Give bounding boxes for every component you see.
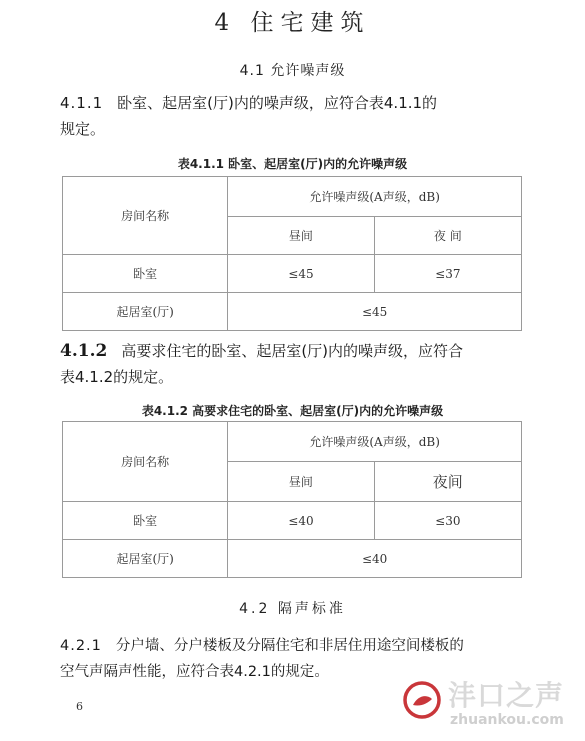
clause-number: 4.1.1 (60, 94, 104, 112)
header-daytime: 昼间 (228, 217, 374, 255)
table-cell-merged-value: ≤40 (228, 540, 522, 578)
table-caption-4-1-1: 表4.1.1 卧室、起居室(厅)内的允许噪声级 (177, 157, 408, 171)
clause-number: 4.1.2 (60, 341, 108, 361)
header-allowed-level: 允许噪声级(A声级，dB) (228, 177, 522, 217)
section-title-4-1: 4.1 允许噪声级 (239, 63, 346, 79)
header-room-name: 房间名称 (63, 177, 228, 255)
page-number: 6 (76, 700, 83, 713)
header-nighttime: 夜间 (374, 462, 521, 502)
clause-number: 4.2.1 (60, 638, 102, 654)
watermark (398, 670, 583, 738)
header-allowed-level: 允许噪声级(A声级，dB) (228, 422, 522, 462)
noise-table-4-1-1 (62, 176, 522, 331)
clause-text-line2: 空气声隔声性能，应符合表4.2.1的规定。 (60, 664, 329, 680)
header-nighttime: 夜 间 (374, 217, 521, 255)
watermark-logo-icon (402, 680, 442, 720)
table-cell-night-value: ≤30 (374, 502, 521, 540)
chapter-title: 4 住宅建筑 (214, 10, 371, 36)
header-room-name: 房间名称 (63, 422, 228, 502)
noise-table-4-1-2 (62, 421, 522, 578)
clause-text-line2: 表4.1.2的规定。 (60, 368, 174, 386)
clause-text-line1: 高要求住宅的卧室、起居室(厅)内的噪声级，应符合 (121, 342, 464, 360)
clause-text-line1: 卧室、起居室(厅)内的噪声级，应符合表4.1.1的 (117, 94, 438, 112)
table-caption-4-1-2: 表4.1.2 高要求住宅的卧室、起居室(厅)内的允许噪声级 (141, 404, 444, 418)
section-title-4-2: 4.2 隔声标准 (239, 601, 346, 617)
watermark-url: zhuankou.com (450, 712, 564, 728)
clause-4-1-1 (60, 90, 550, 142)
clause-text-line2: 规定。 (60, 120, 106, 138)
clause-text-line1: 分户墙、分户楼板及分隔住宅和非居住用途空间楼板的 (115, 638, 464, 654)
table-cell-room: 卧室 (63, 255, 228, 293)
table-cell-day-value: ≤40 (228, 502, 374, 540)
table-cell-room: 起居室(厅) (63, 293, 228, 331)
clause-4-1-2 (60, 338, 550, 390)
table-cell-night-value: ≤37 (374, 255, 521, 293)
header-daytime: 昼间 (228, 462, 374, 502)
table-cell-room: 卧室 (63, 502, 228, 540)
table-cell-room: 起居室(厅) (63, 540, 228, 578)
watermark-title: 沣口之声 (448, 679, 565, 712)
table-cell-merged-value: ≤45 (228, 293, 522, 331)
table-cell-day-value: ≤45 (228, 255, 374, 293)
